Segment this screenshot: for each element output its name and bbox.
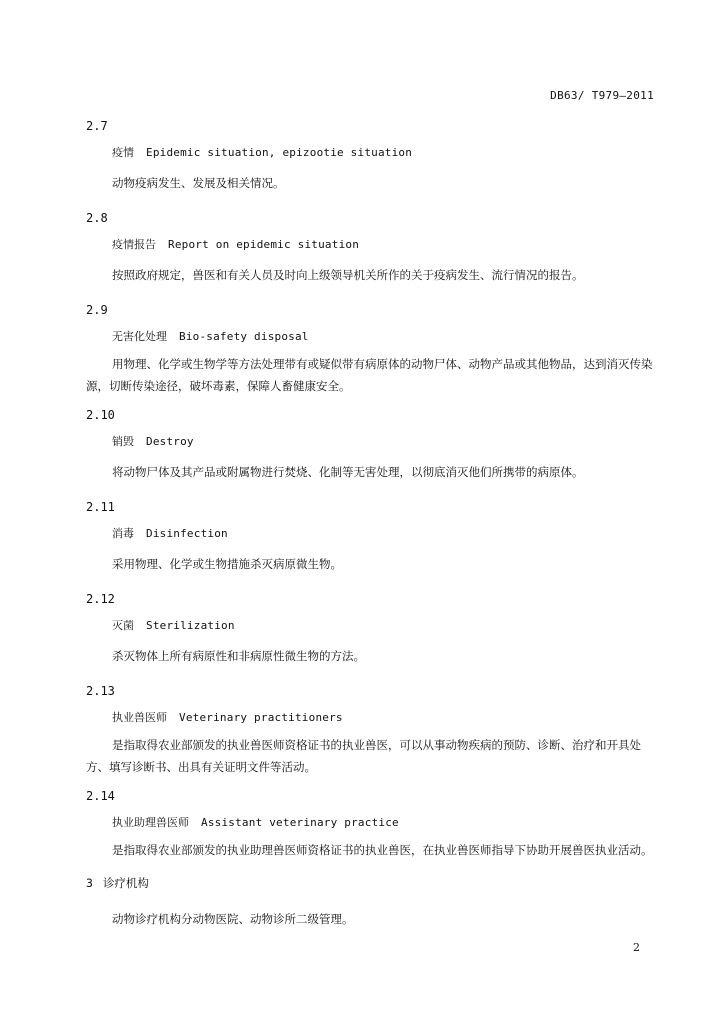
- term-definition: 杀灭物体上所有病原性和非病原性微生物的方法。: [112, 649, 365, 663]
- term-heading: [112, 710, 658, 726]
- term-chinese: 执业兽医师: [112, 711, 167, 724]
- term-english: Veterinary practitioners: [179, 711, 343, 724]
- term-english: Epidemic situation, epizootie situation: [146, 146, 413, 159]
- term-english: Sterilization: [146, 619, 235, 632]
- term-english: Bio-safety disposal: [179, 330, 309, 343]
- term-chinese: 灭菌: [112, 619, 134, 632]
- section-number: 2.13: [86, 684, 115, 698]
- section-2-7: [86, 118, 658, 194]
- term-heading: [112, 618, 658, 634]
- section-number: 2.9: [86, 303, 108, 317]
- term-heading: [112, 237, 658, 253]
- term-heading: [112, 145, 658, 161]
- section-2-13: [86, 683, 658, 778]
- chapter-body-text: 动物诊疗机构分动物医院、动物诊所二级管理。: [112, 912, 354, 926]
- term-english: Disinfection: [146, 527, 228, 540]
- term-heading: [112, 434, 658, 450]
- term-chinese: 无害化处理: [112, 330, 167, 343]
- term-definition: 按照政府规定，兽医和有关人员及时向上级领导机关所作的关于疫病发生、流行情况的报告。: [112, 268, 584, 282]
- section-2-12: [86, 591, 658, 667]
- chapter-number: 3: [86, 876, 93, 890]
- term-heading: [112, 329, 658, 345]
- term-heading: [112, 815, 658, 831]
- term-definition: 是指取得农业部颁发的执业助理兽医师资格证书的执业兽医，在执业兽医师指导下协助开展兽医执业活动。: [112, 843, 653, 857]
- section-number: 2.11: [86, 500, 115, 514]
- term-definition: 是指取得农业部颁发的执业兽医师资格证书的执业兽医，可以从事动物疾病的预防、诊断、治疗和开具处方、填写诊断书、出具有关证明文件等活动。: [86, 738, 641, 774]
- term-heading: [112, 526, 658, 542]
- term-english: Destroy: [146, 435, 194, 448]
- term-chinese: 疫情报告: [112, 238, 156, 251]
- term-english: Assistant veterinary practice: [201, 816, 399, 829]
- chapter-heading: [86, 875, 658, 891]
- section-number: 2.7: [86, 119, 108, 133]
- section-2-8: [86, 210, 658, 286]
- document-body: [86, 118, 658, 929]
- chapter-title: 诊疗机构: [102, 876, 149, 890]
- page-number: 2: [633, 941, 640, 954]
- section-2-10: [86, 407, 658, 483]
- term-chinese: 消毒: [112, 527, 134, 540]
- section-2-9: [86, 302, 658, 397]
- section-2-14: [86, 788, 658, 861]
- term-chinese: 执业助理兽医师: [112, 816, 189, 829]
- section-number: 2.12: [86, 592, 115, 606]
- term-definition: 采用物理、化学或生物措施杀灭病原微生物。: [112, 557, 342, 571]
- term-chinese: 销毁: [112, 435, 134, 448]
- section-2-11: [86, 499, 658, 575]
- term-definition: 动物疫病发生、发展及相关情况。: [112, 176, 285, 190]
- term-definition: 用物理、化学或生物学等方法处理带有或疑似带有病原体的动物尸体、动物产品或其他物品，达到消灭传染源，切断传染途径，破坏毒素，保障人畜健康安全。: [86, 357, 653, 393]
- section-number: 2.10: [86, 408, 115, 422]
- section-number: 2.14: [86, 789, 115, 803]
- term-english: Report on epidemic situation: [168, 238, 360, 251]
- term-chinese: 疫情: [112, 146, 134, 159]
- section-number: 2.8: [86, 211, 108, 225]
- term-definition: 将动物尸体及其产品或附属物进行焚烧、化制等无害处理，以彻底消灭他们所携带的病原体。: [112, 465, 584, 479]
- document-code: DB63/ T979—2011: [550, 89, 654, 102]
